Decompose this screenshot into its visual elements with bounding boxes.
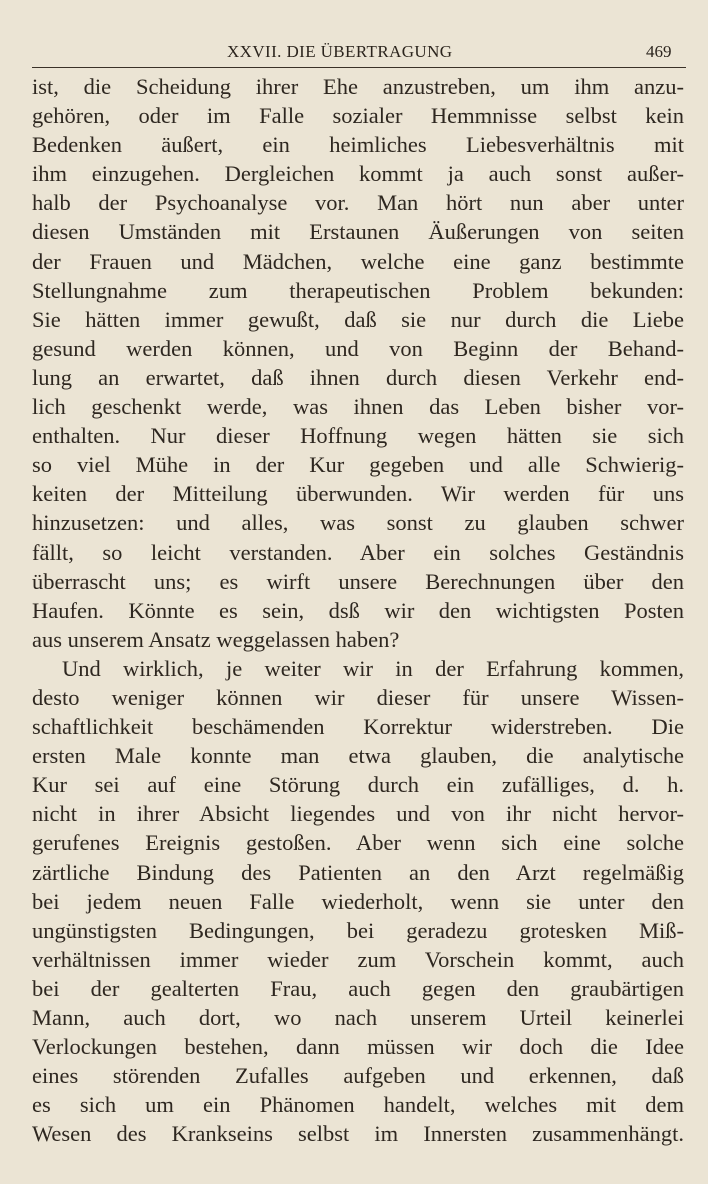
page-number: 469 [646,42,672,61]
text-line: Kur sei auf eine Störung durch ein zufälliges, d. h. [32,772,684,798]
text-line: zärtliche Bindung des Patienten an den Arzt regelmäßig [32,859,684,885]
text-line: diesen Umständen mit Erstaunen Äußerungen von seiten [32,219,684,245]
text-line: Sie hätten immer gewußt, daß sie nur durch die Liebe [32,306,684,332]
text-line: enthalten. Nur dieser Hoffnung wegen hätten sie sich [32,423,684,449]
text-line: so viel Mühe in der Kur gegeben und alle Schwierig- [32,452,684,478]
text-line: lich geschenkt werde, was ihnen das Leben bisher vor- [32,394,684,420]
text-line: eines störenden Zufalles aufgeben und erkennen, daß [32,1063,684,1089]
header-rule [32,67,686,68]
text-line: der Frauen und Mädchen, welche eine ganz bestimmte [32,248,684,274]
body-text [32,72,684,1148]
text-line: nicht in ihrer Absicht liegendes und von ihr nicht hervor- [32,801,684,827]
text-line: lung an erwartet, daß ihnen durch diesen Verkehr end- [32,364,684,390]
text-line: überrascht uns; es wirft unsere Berechnungen über den [32,568,684,594]
text-line: hinzusetzen: und alles, was sonst zu glauben schwer [32,510,684,536]
text-line: bei jedem neuen Falle wiederholt, wenn sie unter den [32,888,684,914]
text-line: gesund werden können, und von Beginn der Behand- [32,335,684,361]
text-line: Verlockungen bestehen, dann müssen wir doch die Idee [32,1034,684,1060]
text-line: bei der gealterten Frau, auch gegen den graubärtigen [32,975,684,1001]
paragraph-start-line: Und wirklich, je weiter wir in der Erfahrung kommen, [62,655,684,681]
page-header [0,40,708,68]
text-line: Mann, auch dort, wo nach unserem Urteil keinerlei [32,1005,684,1030]
text-line: gehören, oder im Falle sozialer Hemmnisse selbst kein [32,103,684,129]
text-line: Wesen des Krankseins selbst im Innersten zusammenhängt. [32,1121,684,1147]
text-line: halb der Psychoanalyse vor. Man hört nun aber unter [32,190,684,216]
text-line: verhältnissen immer wieder zum Vorschein kommt, auch [32,946,684,972]
text-line: Stellungnahme zum therapeutischen Problem bekunden: [32,277,684,303]
text-line: keiten der Mitteilung überwunden. Wir werden für uns [32,481,684,507]
text-line: ist, die Scheidung ihrer Ehe anzustreben, um ihm anzu- [32,74,684,99]
text-line: gerufenes Ereignis gestoßen. Aber wenn sich eine solche [32,830,684,856]
text-line: fällt, so leicht verstanden. Aber ein solches Geständnis [32,539,684,565]
text-line: Bedenken äußert, ein heimliches Liebesverhältnis mit [32,132,684,158]
text-line: schaftlichkeit beschämenden Korrektur widerstreben. Die [32,714,684,740]
text-line: es sich um ein Phänomen handelt, welches mit dem [32,1092,684,1118]
running-title: XXVII. DIE ÜBERTRAGUNG [227,42,453,61]
paragraph-end-line: aus unserem Ansatz weggelassen haben? [32,626,400,652]
text-line: desto weniger können wir dieser für unsere Wissen- [32,684,684,710]
text-line: ersten Male konnte man etwa glauben, die analytische [32,743,684,769]
text-line: ihm einzugehen. Dergleichen kommt ja auch sonst außer- [32,161,684,187]
text-line: ungünstigsten Bedingungen, bei geradezu grotesken Miß- [32,917,684,943]
text-line: Haufen. Könnte es sein, dsß wir den wichtigsten Posten [32,597,684,623]
